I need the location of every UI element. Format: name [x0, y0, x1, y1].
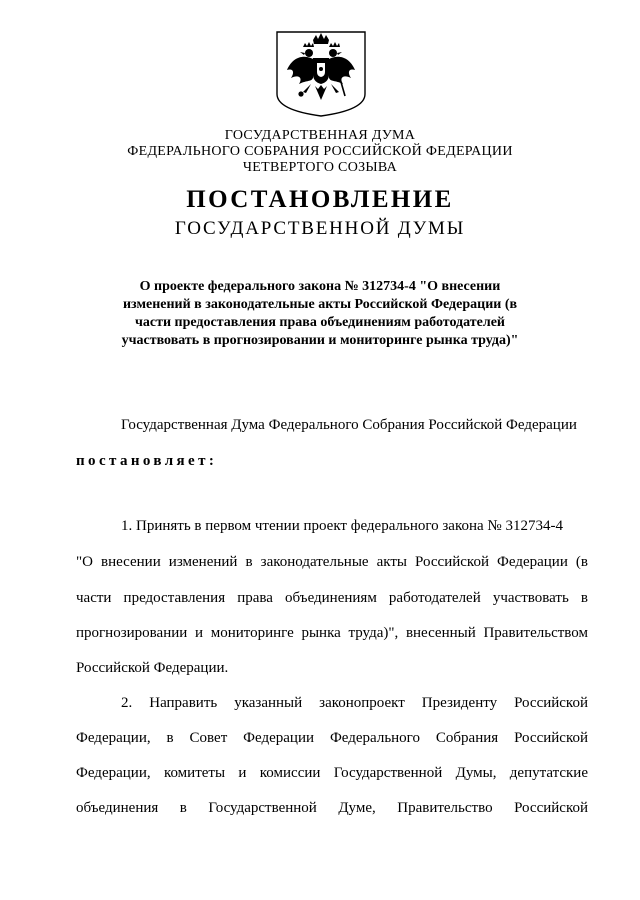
header-line-duma: ГОСУДАРСТВЕННАЯ ДУМА [224, 128, 416, 143]
paragraph-2-line-4: объединения в Государственной Думе, Правительство Российской [76, 800, 588, 816]
paragraph-2-line-3: Федерации, комитеты и комиссии Государственной Думы, депутатские [76, 765, 588, 781]
document-subtitle: ГОСУДАРСТВЕННОЙ ДУМЫ [174, 218, 466, 239]
paragraph-2-line-2: Федерации, в Совет Федерации Федерального Собрания Российской [76, 730, 588, 746]
paragraph-1-line-4: прогнозировании и мониторинге рынка труда)", внесенный Правительством [76, 625, 588, 641]
paragraph-2-line-1: 2. Направить указанный законопроект Президенту Российской [121, 695, 588, 711]
header-line-federal-assembly: ФЕДЕРАЛЬНОГО СОБРАНИЯ РОССИЙСКОЙ ФЕДЕРАЦИИ [127, 144, 513, 159]
paragraph-1-line-3: части предоставления права объединениям работодателей участвовать в [76, 590, 588, 606]
header-line-convocation: ЧЕТВЕРТОГО СОЗЫВА [242, 160, 398, 175]
document-title: ПОСТАНОВЛЕНИЕ [186, 186, 454, 213]
subject-line-2: изменений в законодательные акты Российской Федерации (в [122, 297, 518, 312]
subject-line-1: О проекте федерального закона № 312734-4 "О внесении [139, 279, 501, 294]
decrees-text: постановляет: [76, 453, 218, 469]
paragraph-1-line-2: "О внесении изменений в законодательные акты Российской Федерации (в [76, 554, 588, 570]
intro-text: Государственная Дума Федерального Собрания Российской Федерации [121, 417, 577, 433]
subject-line-4: участвовать в прогнозировании и мониторинге рынка труда)" [121, 333, 519, 348]
paragraph-1-line-5: Российской Федерации. [76, 660, 229, 676]
coat-of-arms-icon [275, 30, 367, 118]
subject-line-3: части предоставления права объединениям работодателей [134, 315, 505, 330]
paragraph-1-line-1: 1. Принять в первом чтении проект федерального закона № 312734-4 [121, 518, 563, 534]
